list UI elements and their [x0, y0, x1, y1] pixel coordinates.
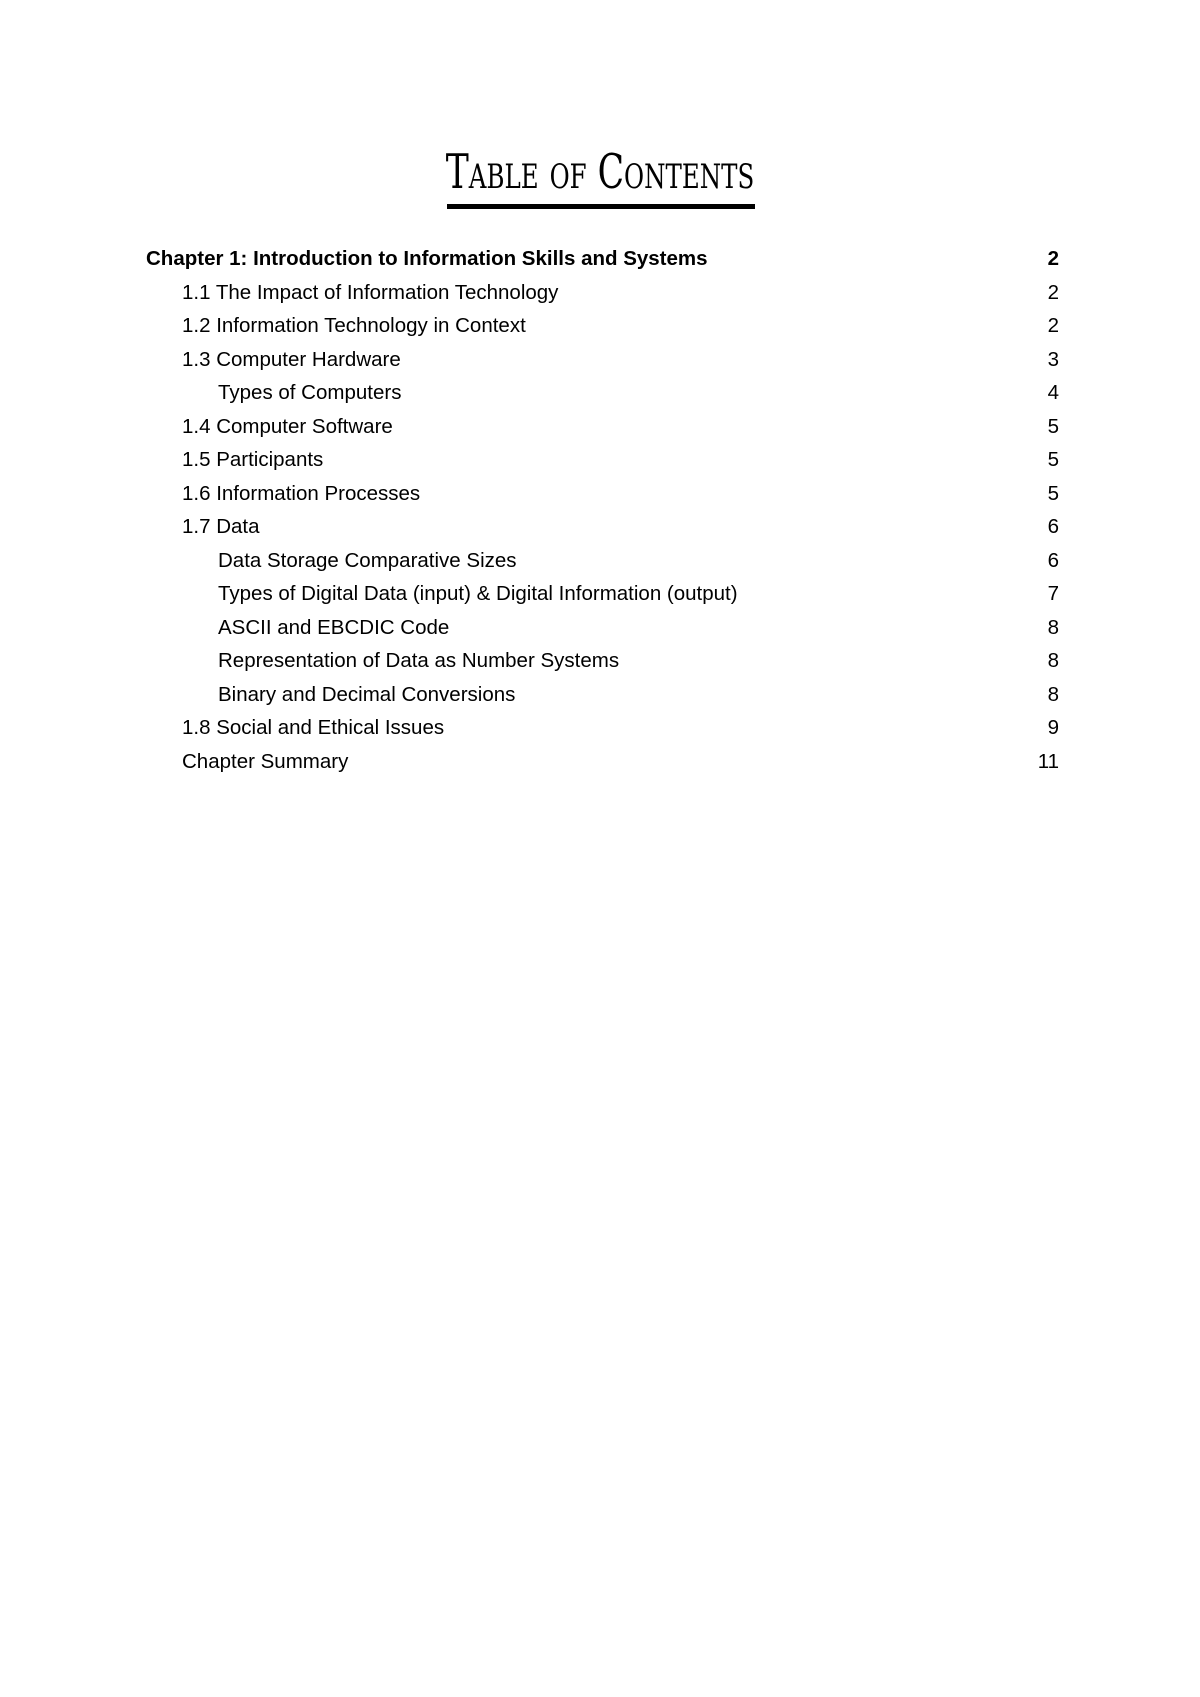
toc-entry-title[interactable]: Representation of Data as Number Systems	[218, 649, 620, 672]
toc-entry-title[interactable]: 1.2 Information Technology in Context	[182, 314, 526, 337]
toc-entry-title[interactable]: 1.5 Participants	[182, 448, 324, 471]
toc-entry[interactable]	[146, 376, 1059, 410]
toc-entry-page-number[interactable]: 5	[1047, 414, 1059, 438]
toc-entry-page-number[interactable]: 9	[1047, 716, 1059, 739]
toc-entry-title[interactable]: 1.3 Computer Hardware	[182, 347, 401, 371]
toc-entry-page-number[interactable]: 7	[1047, 582, 1059, 605]
toc-entry-title[interactable]: 1.4 Computer Software	[182, 414, 393, 438]
toc-entry[interactable]	[146, 477, 1059, 511]
toc-entry-page-number[interactable]: 5	[1047, 481, 1059, 505]
title-underline	[447, 204, 755, 209]
toc-entry-page-number[interactable]: 4	[1047, 381, 1059, 404]
toc-entry-title[interactable]: Chapter Summary	[182, 749, 349, 773]
toc-entry-title[interactable]: Chapter 1: Introduction to Information Skills and Systems	[146, 247, 708, 270]
toc-entry-page-number[interactable]: 3	[1047, 347, 1059, 371]
toc-entry-title[interactable]: 1.7 Data	[182, 515, 260, 538]
toc-entry[interactable]	[146, 577, 1059, 611]
toc-entry[interactable]	[146, 343, 1059, 377]
toc-entry-title[interactable]: 1.6 Information Processes	[182, 481, 421, 505]
table-of-contents	[146, 242, 1059, 778]
toc-entry[interactable]	[146, 510, 1059, 544]
toc-entry[interactable]	[146, 544, 1059, 578]
toc-entry[interactable]	[146, 745, 1059, 779]
toc-entry-page-number[interactable]: 5	[1047, 448, 1059, 471]
toc-entry[interactable]	[146, 410, 1059, 444]
toc-entry[interactable]	[146, 711, 1059, 745]
toc-entry-page-number[interactable]: 8	[1047, 649, 1059, 672]
toc-entry[interactable]	[146, 611, 1059, 645]
toc-entry-title[interactable]: 1.8 Social and Ethical Issues	[182, 716, 445, 739]
toc-entry-page-number[interactable]: 2	[1047, 247, 1059, 270]
toc-entry-page-number[interactable]: 6	[1047, 515, 1059, 538]
toc-entry[interactable]	[146, 678, 1059, 712]
toc-entry-page-number[interactable]: 8	[1047, 615, 1059, 639]
toc-entry-title[interactable]: ASCII and EBCDIC Code	[218, 615, 450, 639]
toc-entry[interactable]	[146, 443, 1059, 477]
toc-entry-title[interactable]: Data Storage Comparative Sizes	[218, 548, 517, 572]
toc-entry-page-number[interactable]: 8	[1047, 682, 1059, 706]
toc-entry-title[interactable]: Types of Computers	[218, 381, 402, 404]
toc-entry-title[interactable]: Types of Digital Data (input) & Digital Information (output)	[218, 582, 738, 605]
toc-entry-title[interactable]: 1.1 The Impact of Information Technology	[182, 280, 559, 304]
toc-entry[interactable]	[146, 644, 1059, 678]
toc-entry-page-number[interactable]: 2	[1047, 280, 1059, 304]
toc-entry-page-number[interactable]: 6	[1047, 548, 1059, 572]
toc-entry[interactable]	[146, 242, 1059, 276]
toc-entry[interactable]	[146, 309, 1059, 343]
toc-entry-page-number[interactable]: 2	[1047, 314, 1059, 337]
page-title: Table of Contents	[445, 144, 755, 200]
toc-entry-page-number[interactable]: 11	[1037, 749, 1059, 773]
toc-entry[interactable]	[146, 276, 1059, 310]
toc-entry-title[interactable]: Binary and Decimal Conversions	[218, 682, 516, 706]
